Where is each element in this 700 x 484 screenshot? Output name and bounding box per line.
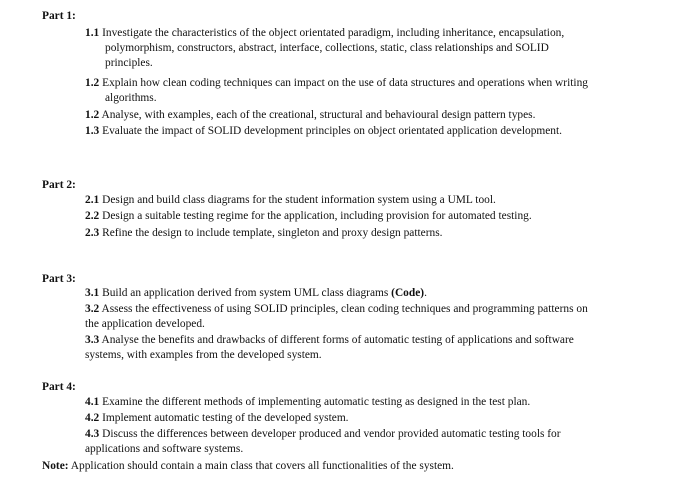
part2-list [85, 193, 565, 242]
part1-heading: Part 1: [42, 10, 76, 22]
part2-item-2-1 [85, 193, 565, 208]
part2-heading: Part 2: [42, 179, 76, 191]
item-number: 2.2 [85, 210, 100, 222]
item-text-end: . [424, 287, 427, 299]
part1-item-1-2b [85, 108, 590, 123]
note-text: Application should contain a main class that covers all functionalities of the system. [70, 460, 454, 472]
item-number: 4.3 [85, 428, 100, 440]
item-number: 2.3 [85, 227, 100, 239]
item-text: Investigate the characteristics of the object orientated paradigm, including inheritance, encapsulation, polymorphism, constructors, abstract, interface, collections, static, class relationships and SOLID principles. [102, 27, 565, 69]
item-text: Assess the effectiveness of using SOLID principles, clean coding techniques and programming patterns on the application developed. [85, 303, 588, 330]
code-label: (Code) [391, 287, 425, 299]
part1-item-1-1 [85, 26, 590, 71]
item-number: 3.1 [85, 287, 100, 299]
part4-item-4-1 [85, 395, 595, 410]
item-text: Implement automatic testing of the developed system. [102, 412, 349, 424]
item-text: Examine the different methods of implementing automatic testing as designed in the test plan. [102, 396, 531, 408]
item-text: Discuss the differences between developer produced and vendor provided automatic testing tools for applications and software systems. [85, 428, 561, 455]
item-text: Analyse the benefits and drawbacks of different forms of automatic testing of applications and software systems, with examples from the developed system. [85, 334, 574, 361]
part3-item-3-3 [85, 333, 590, 363]
item-text: Design and build class diagrams for the student information system using a UML tool. [102, 194, 496, 206]
item-text: Refine the design to include template, singleton and proxy design patterns. [102, 227, 443, 239]
part1-item-1-2a [85, 76, 590, 106]
item-number: 4.2 [85, 412, 100, 424]
part4-item-4-3 [85, 427, 595, 457]
part4-list [85, 395, 595, 458]
part3-list [85, 286, 590, 364]
part2-item-2-3 [85, 226, 565, 241]
item-number: 3.3 [85, 334, 100, 346]
note [42, 459, 454, 474]
part2-item-2-2 [85, 209, 565, 224]
part1-list [85, 26, 590, 140]
item-number: 1.3 [85, 125, 100, 137]
item-number: 1.2 [85, 109, 100, 121]
item-text: Build an application derived from system UML class diagrams [102, 287, 389, 299]
item-number: 3.2 [85, 303, 100, 315]
part3-heading: Part 3: [42, 273, 76, 285]
part3-item-3-1 [85, 286, 590, 301]
item-text: Analyse, with examples, each of the creational, structural and behavioural design pattern types. [101, 109, 536, 121]
item-number: 1.2 [85, 77, 100, 89]
part4-heading: Part 4: [42, 381, 76, 393]
part4-item-4-2 [85, 411, 595, 426]
part1-item-1-3 [85, 124, 590, 139]
note-label: Note: [42, 460, 69, 472]
item-text: Design a suitable testing regime for the application, including provision for automated testing. [102, 210, 532, 222]
item-text: Explain how clean coding techniques can impact on the use of data structures and operations when writing algorithms. [102, 77, 588, 104]
item-number: 2.1 [85, 194, 100, 206]
part3-item-3-2 [85, 302, 590, 332]
item-text: Evaluate the impact of SOLID development principles on object orientated application development. [102, 125, 563, 137]
item-number: 1.1 [85, 27, 100, 39]
item-number: 4.1 [85, 396, 100, 408]
